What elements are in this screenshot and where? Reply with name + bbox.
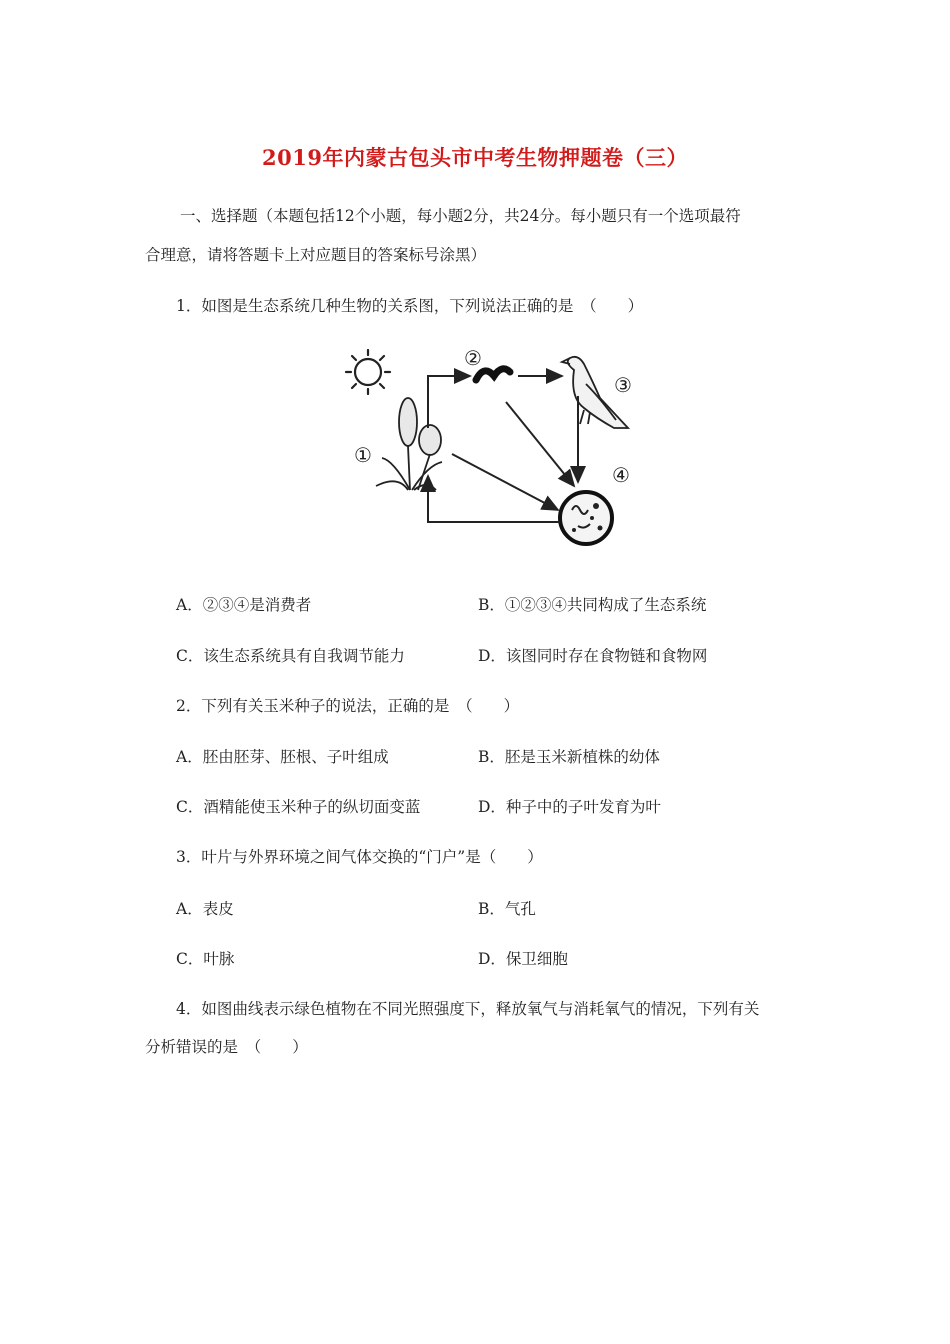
ecosystem-diagram-svg xyxy=(338,340,638,562)
q3-option-a: A．表皮 xyxy=(176,900,234,918)
q3-option-c: C．叶脉 xyxy=(176,950,235,968)
q2-option-b: B．胚是玉米新植株的幼体 xyxy=(478,748,660,766)
caterpillar-icon xyxy=(476,369,510,380)
decomposers-icon xyxy=(560,492,612,544)
label-2: ② xyxy=(464,346,482,370)
plant-icon xyxy=(376,398,442,490)
q1-option-d: D．该图同时存在食物链和食物网 xyxy=(478,647,708,665)
q2-option-d: D．种子中的子叶发育为叶 xyxy=(478,798,661,816)
ecosystem-diagram xyxy=(338,340,638,562)
label-1: ① xyxy=(354,443,372,467)
question-2-stem: 2．下列有关玉米种子的说法，正确的是 （ ） xyxy=(176,697,520,715)
q2-option-a: A．胚由胚芽、胚根、子叶组成 xyxy=(176,748,389,766)
question-4-stem-line1: 4．如图曲线表示绿色植物在不同光照强度下，释放氧气与消耗氧气的情况，下列有关 xyxy=(176,1000,760,1018)
q1-option-c: C．该生态系统具有自我调节能力 xyxy=(176,647,405,665)
q1-option-b: B．①②③④共同构成了生态系统 xyxy=(478,596,707,614)
q2-option-c: C．酒精能使玉米种子的纵切面变蓝 xyxy=(176,798,421,816)
q3-option-d: D．保卫细胞 xyxy=(478,950,568,968)
page-title: 2019年内蒙古包头市中考生物押题卷（三） xyxy=(262,145,688,170)
question-1-stem: 1．如图是生态系统几种生物的关系图，下列说法正确的是 （ ） xyxy=(176,297,644,315)
question-4-stem-line2: 分析错误的是 （ ） xyxy=(145,1038,308,1056)
section-instructions-line2: 合理意，请将答题卡上对应题目的答案标号涂黑） xyxy=(145,246,487,264)
sun-icon xyxy=(346,350,390,394)
flow-arrows xyxy=(428,376,578,522)
q3-option-b: B．气孔 xyxy=(478,900,536,918)
question-3-stem: 3．叶片与外界环境之间气体交换的“门户”是（ ） xyxy=(176,848,543,866)
section-instructions-line1: 一、选择题（本题包括12个小题，每小题2分，共24分。每小题只有一个选项最符 xyxy=(180,207,741,225)
q1-option-a: A．②③④是消费者 xyxy=(176,596,312,614)
label-4: ④ xyxy=(612,463,630,487)
label-3: ③ xyxy=(614,373,632,397)
